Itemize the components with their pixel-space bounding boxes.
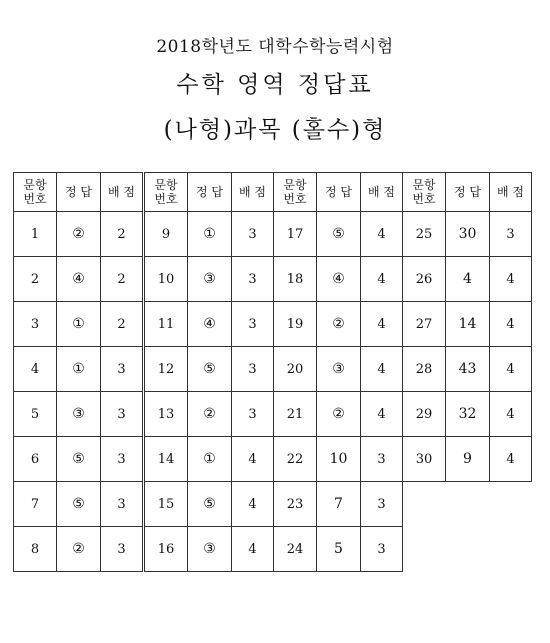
answer-table-3: [273, 172, 403, 572]
answer-cell: ⑤: [188, 347, 232, 392]
points-cell: 3: [101, 392, 143, 437]
table-row: [14, 437, 143, 482]
table-row: [403, 257, 532, 302]
points-cell: 3: [232, 212, 274, 257]
points-cell: 4: [361, 212, 403, 257]
table-row: [14, 527, 143, 572]
points-cell: 4: [232, 527, 274, 572]
exam-year-title: 2018학년도 대학수학능력시험: [156, 37, 394, 57]
header-question-number: [14, 173, 57, 212]
table-row: [274, 212, 403, 257]
question-number-cell: 26: [403, 257, 446, 302]
table-row: [14, 347, 143, 392]
header-points: 배 점: [490, 173, 532, 212]
answer-cell: ①: [188, 437, 232, 482]
header-points: 배 점: [361, 173, 403, 212]
header-question-number-bottom: 번호: [154, 192, 178, 206]
answer-cell: 5: [317, 527, 361, 572]
question-number-cell: 17: [274, 212, 317, 257]
answer-cell: ①: [57, 302, 101, 347]
answer-cell: ②: [317, 302, 361, 347]
table-row: [403, 392, 532, 437]
table-header-row: [274, 173, 403, 212]
answer-cell: ②: [188, 392, 232, 437]
table-row: [403, 302, 532, 347]
answer-cell: ①: [188, 212, 232, 257]
header-answer: 정 답: [57, 173, 101, 212]
header-question-number-top: 문항: [412, 178, 436, 192]
answer-cell: 9: [446, 437, 490, 482]
points-cell: 4: [490, 392, 532, 437]
question-number-cell: 4: [14, 347, 57, 392]
points-cell: 2: [101, 302, 143, 347]
points-cell: 2: [101, 257, 143, 302]
table-row: [145, 527, 274, 572]
header-question-number: [403, 173, 446, 212]
question-number-cell: 12: [145, 347, 188, 392]
answer-cell: ④: [188, 302, 232, 347]
points-cell: 4: [490, 257, 532, 302]
table-row: [403, 347, 532, 392]
header-question-number-top: 문항: [283, 178, 307, 192]
question-number-cell: 23: [274, 482, 317, 527]
table-row: [14, 257, 143, 302]
table-row: [274, 302, 403, 347]
question-number-cell: 9: [145, 212, 188, 257]
table-row: [145, 347, 274, 392]
question-number-cell: 22: [274, 437, 317, 482]
answer-cell: ⑤: [188, 482, 232, 527]
table-row: [274, 392, 403, 437]
points-cell: 3: [361, 437, 403, 482]
answer-cell: ③: [57, 392, 101, 437]
question-number-cell: 16: [145, 527, 188, 572]
points-cell: 3: [232, 302, 274, 347]
question-number-cell: 6: [14, 437, 57, 482]
points-cell: 3: [232, 392, 274, 437]
points-cell: 4: [490, 347, 532, 392]
answer-cell: 43: [446, 347, 490, 392]
subject-title: 수학 영역 정답표: [176, 72, 374, 98]
question-number-cell: 3: [14, 302, 57, 347]
question-number-cell: 19: [274, 302, 317, 347]
table-row: [403, 212, 532, 257]
points-cell: 3: [232, 347, 274, 392]
header-question-number-bottom: 번호: [23, 192, 47, 206]
header-question-number-top: 문항: [23, 178, 47, 192]
answer-cell: ②: [57, 527, 101, 572]
answer-cell: ①: [57, 347, 101, 392]
answer-cell: ⑤: [57, 482, 101, 527]
table-row: [274, 527, 403, 572]
table-row: [14, 392, 143, 437]
header-points: 배 점: [101, 173, 143, 212]
points-cell: 3: [101, 437, 143, 482]
table-row: [145, 257, 274, 302]
table-header-row: [403, 173, 532, 212]
question-number-cell: 2: [14, 257, 57, 302]
question-number-cell: 24: [274, 527, 317, 572]
question-number-cell: 27: [403, 302, 446, 347]
answer-cell: ④: [317, 257, 361, 302]
points-cell: 3: [361, 527, 403, 572]
table-row: [145, 392, 274, 437]
answer-cell: 14: [446, 302, 490, 347]
points-cell: 4: [361, 347, 403, 392]
answer-cell: 10: [317, 437, 361, 482]
points-cell: 2: [101, 212, 143, 257]
answer-cell: ②: [57, 212, 101, 257]
question-number-cell: 25: [403, 212, 446, 257]
answer-cell: ③: [188, 257, 232, 302]
question-number-cell: 14: [145, 437, 188, 482]
table-row: [145, 212, 274, 257]
header-question-number-top: 문항: [154, 178, 178, 192]
header-answer: 정 답: [446, 173, 490, 212]
question-number-cell: 10: [145, 257, 188, 302]
answer-cell: 30: [446, 212, 490, 257]
table-row: [145, 437, 274, 482]
answer-table-1: [13, 172, 143, 572]
answer-cell: 4: [446, 257, 490, 302]
points-cell: 3: [101, 482, 143, 527]
question-number-cell: 30: [403, 437, 446, 482]
question-number-cell: 18: [274, 257, 317, 302]
points-cell: 4: [232, 482, 274, 527]
header-question-number: [145, 173, 188, 212]
points-cell: 4: [361, 302, 403, 347]
answer-cell: 32: [446, 392, 490, 437]
points-cell: 3: [490, 212, 532, 257]
answer-cell: ③: [317, 347, 361, 392]
question-number-cell: 13: [145, 392, 188, 437]
points-cell: 3: [232, 257, 274, 302]
answer-cell: ④: [57, 257, 101, 302]
question-number-cell: 20: [274, 347, 317, 392]
table-row: [274, 347, 403, 392]
answer-cell: ⑤: [57, 437, 101, 482]
table-row: [274, 482, 403, 527]
table-row: [14, 212, 143, 257]
header-answer: 정 답: [188, 173, 232, 212]
points-cell: 4: [361, 392, 403, 437]
points-cell: 3: [101, 347, 143, 392]
question-number-cell: 8: [14, 527, 57, 572]
question-number-cell: 5: [14, 392, 57, 437]
table-row: [274, 437, 403, 482]
question-number-cell: 29: [403, 392, 446, 437]
question-number-cell: 15: [145, 482, 188, 527]
points-cell: 3: [101, 527, 143, 572]
question-number-cell: 28: [403, 347, 446, 392]
header-question-number-bottom: 번호: [283, 192, 307, 206]
answer-table-4: [402, 172, 532, 482]
question-number-cell: 7: [14, 482, 57, 527]
table-row: [14, 302, 143, 347]
points-cell: 4: [490, 437, 532, 482]
table-header-row: [145, 173, 274, 212]
points-cell: 4: [232, 437, 274, 482]
answer-table-2: [144, 172, 274, 572]
question-number-cell: 1: [14, 212, 57, 257]
table-row: [403, 437, 532, 482]
points-cell: 4: [490, 302, 532, 347]
table-row: [14, 482, 143, 527]
answer-cell: ⑤: [317, 212, 361, 257]
points-cell: 3: [361, 482, 403, 527]
answer-cell: ③: [188, 527, 232, 572]
header-question-number: [274, 173, 317, 212]
table-header-row: [14, 173, 143, 212]
question-number-cell: 21: [274, 392, 317, 437]
exam-type-title: (나형)과목 (홀수)형: [163, 117, 387, 143]
table-row: [145, 302, 274, 347]
table-row: [274, 257, 403, 302]
table-row: [145, 482, 274, 527]
header-answer: 정 답: [317, 173, 361, 212]
points-cell: 4: [361, 257, 403, 302]
header-points: 배 점: [232, 173, 274, 212]
answer-cell: 7: [317, 482, 361, 527]
question-number-cell: 11: [145, 302, 188, 347]
answer-cell: ②: [317, 392, 361, 437]
header-question-number-bottom: 번호: [412, 192, 436, 206]
